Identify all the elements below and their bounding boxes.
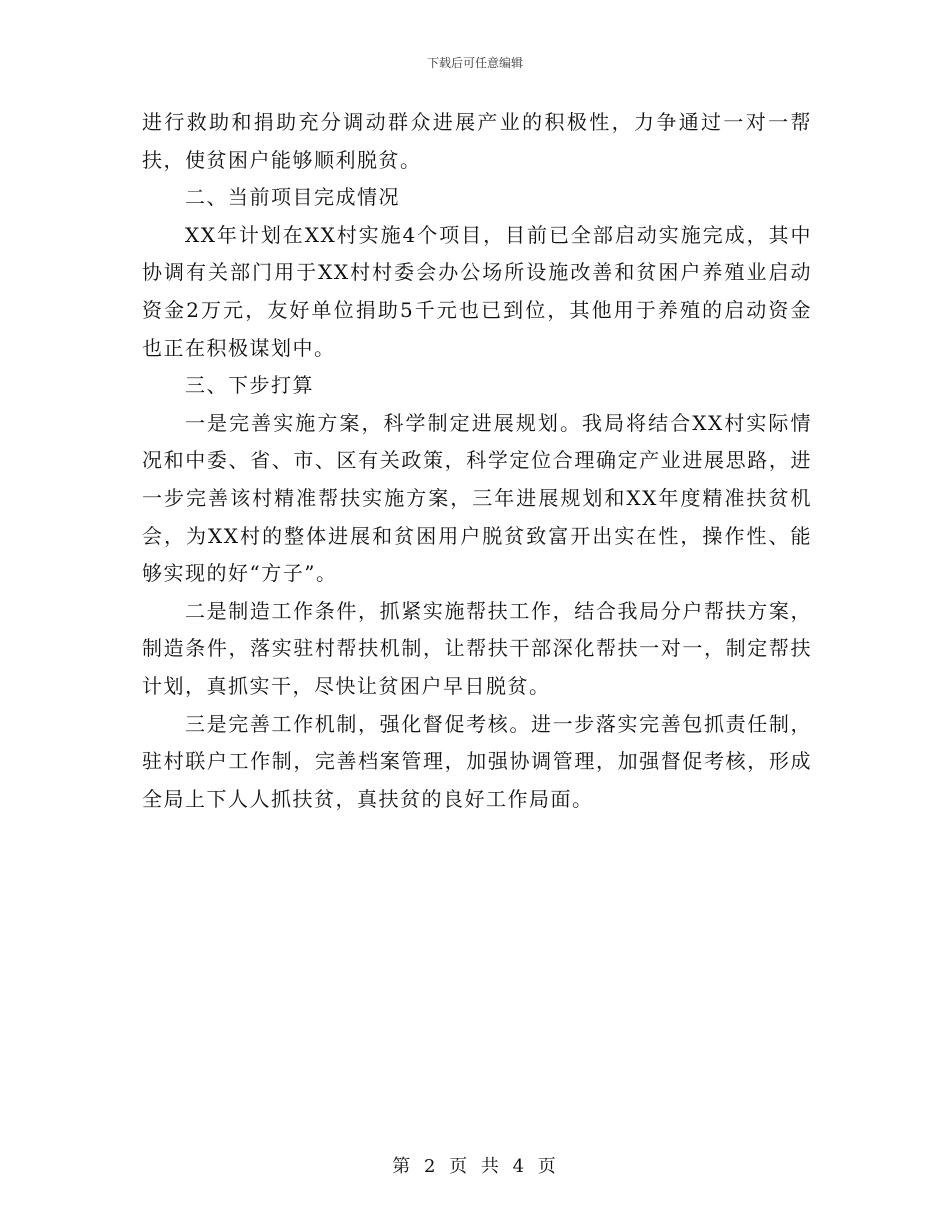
paragraph-plan-two: 二是制造工作条件，抓紧实施帮扶工作，结合我局分户帮扶方案，制造条件，落实驻村帮扶机制，让帮扶干部深化帮扶一对一，制定帮扶计划，真抓实干，尽快让贫困户早日脱贫。 xyxy=(142,598,812,698)
paragraph-plan-three: 三是完善工作机制，强化督促考核。进一步落实完善包抓责任制，驻村联户工作制，完善档案管理，加强协调管理，加强督促考核，形成全局上下人人抓扶贫，真扶贫的良好工作局面。 xyxy=(142,711,812,811)
document-body xyxy=(142,104,812,818)
page-header: 下载后可任意编辑 xyxy=(426,56,523,70)
paragraph-continuation: 进行救助和捐助充分调动群众进展产业的积极性，力争通过一对一帮扶，使贫困户能够顺利脱贫。 xyxy=(142,110,812,172)
section-heading-progress: 二、当前项目完成情况 xyxy=(185,185,400,210)
paragraph-progress: XX年计划在XX村实施4个项目，目前已全部启动实施完成，其中协调有关部门用于XX村村委会办公场所设施改善和贫困户养殖业启动资金2万元，友好单位捐助5千元也已到位，其他用于养殖的启动资金也正在积极谋划中。 xyxy=(142,222,812,360)
page-number: 第 2 页 共 4 页 xyxy=(392,1156,558,1177)
paragraph-plan-one: 一是完善实施方案，科学制定进展规划。我局将结合XX村实际情况和中委、省、市、区有关政策，科学定位合理确定产业进展思路，进一步完善该村精准帮扶实施方案，三年进展规划和XX年度精准扶贫机会，为XX村的整体进展和贫困用户脱贫致富开出实在性，操作性、能够实现的好“方子”。 xyxy=(142,410,812,586)
section-heading-next-steps: 三、下步打算 xyxy=(185,373,314,398)
